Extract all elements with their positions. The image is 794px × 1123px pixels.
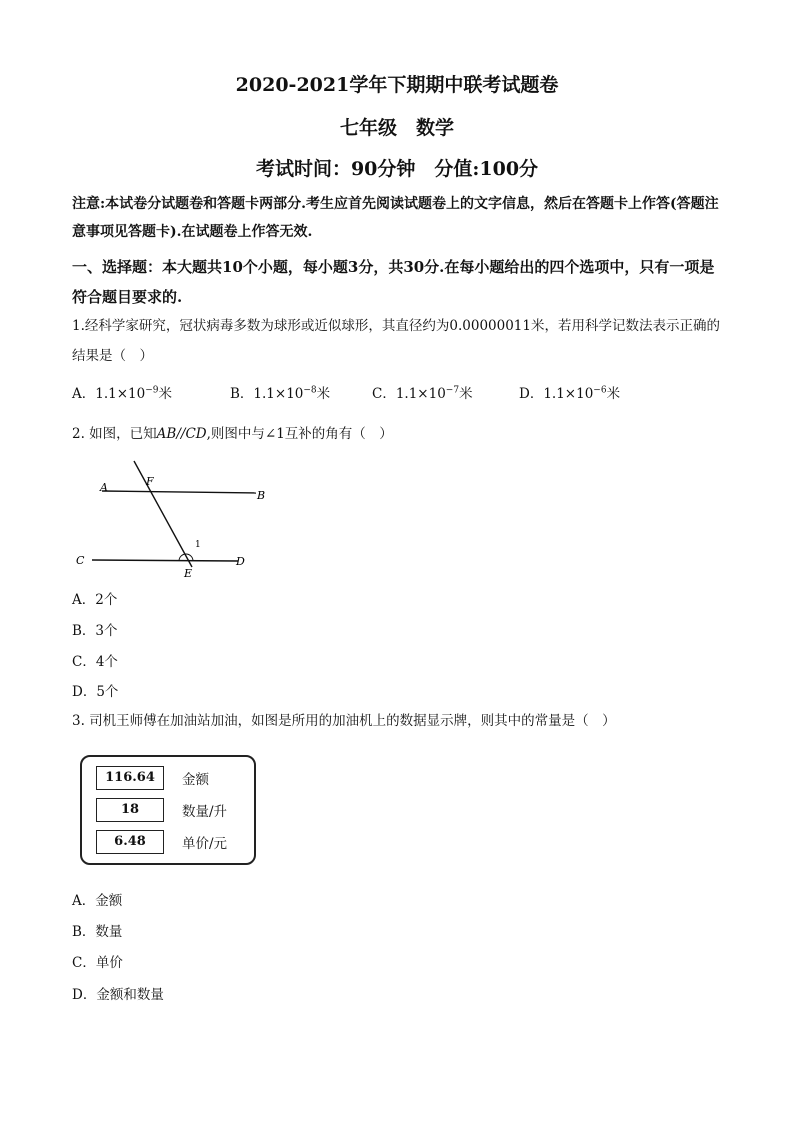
- q2-option-c: C．4个: [72, 654, 118, 670]
- q1-option-a: A．$1.1\times 10^{-9}$米: [72, 385, 172, 402]
- q3-option-b: B．数量: [72, 924, 123, 940]
- pump-value-unit-price: 6.48: [96, 830, 164, 854]
- pump-value-amount: 116.64: [96, 766, 164, 790]
- q2-option-b: B．3个: [72, 623, 118, 639]
- q3-option-a: A．金额: [72, 893, 123, 909]
- label-angle-1: 1: [195, 540, 201, 550]
- label-a: A: [100, 481, 108, 494]
- q1-option-c: C．$1.1\times 10^{-7}$米: [372, 385, 473, 402]
- q2-option-a: A．2个: [72, 592, 118, 608]
- question-1-stem: 1.经科学家研究，冠状病毒多数为球形或近似球形，其直径约为0.00000011米，若用科学记数法表示正确的结果是（ ）: [72, 318, 720, 364]
- section-heading: 一、选择题：本大题共10个小题，每小题3分，共30分.在每小题给出的四个选项中，只有一项是符合题目要求的.: [72, 258, 715, 306]
- pump-value-quantity: 18: [96, 798, 164, 822]
- fuel-pump-display: [80, 755, 256, 865]
- label-c: C: [76, 554, 85, 567]
- line-cd: [92, 560, 238, 561]
- label-e: E: [184, 567, 193, 580]
- exam-title: 2020-2021学年下期期中联考试题卷: [235, 74, 559, 96]
- parallel-lines-figure: [72, 455, 272, 585]
- q2-option-d: D．5个: [72, 684, 119, 700]
- exam-info: 考试时间：90分钟 分值:100分: [255, 158, 539, 180]
- pump-label-unit-price: 单价/元: [182, 836, 228, 852]
- label-b: B: [257, 489, 266, 502]
- question-2-stem: 2. 如图，已知AB//CD,则图中与∠1互补的角有（ ）: [72, 426, 393, 442]
- transversal-ef: [134, 461, 192, 567]
- pump-label-quantity: 数量/升: [182, 804, 228, 820]
- math-ab-parallel-cd: AB//CD: [156, 426, 207, 442]
- exam-subtitle: 七年级 数学: [339, 117, 454, 139]
- label-f: F: [146, 475, 154, 488]
- label-d: D: [236, 555, 245, 568]
- line-ab: [102, 491, 256, 493]
- notice-text: 注意:本试卷分试题卷和答题卡两部分.考生应首先阅读试题卷上的文字信息，然后在答题卡上作答(答题注意事项见答题卡).在试题卷上作答无效.: [72, 196, 719, 240]
- q1-option-b: B．$1.1\times 10^{-8}$米: [230, 385, 331, 402]
- q3-option-c: C．单价: [72, 955, 123, 971]
- pump-label-amount: 金额: [182, 772, 209, 788]
- q3-option-d: D．金额和数量: [72, 987, 164, 1003]
- q1-option-d: D．$1.1\times 10^{-6}$米: [519, 385, 621, 402]
- question-3-stem: 3. 司机王师傅在加油站加油，如图是所用的加油机上的数据显示牌，则其中的常量是（ ）: [72, 713, 616, 729]
